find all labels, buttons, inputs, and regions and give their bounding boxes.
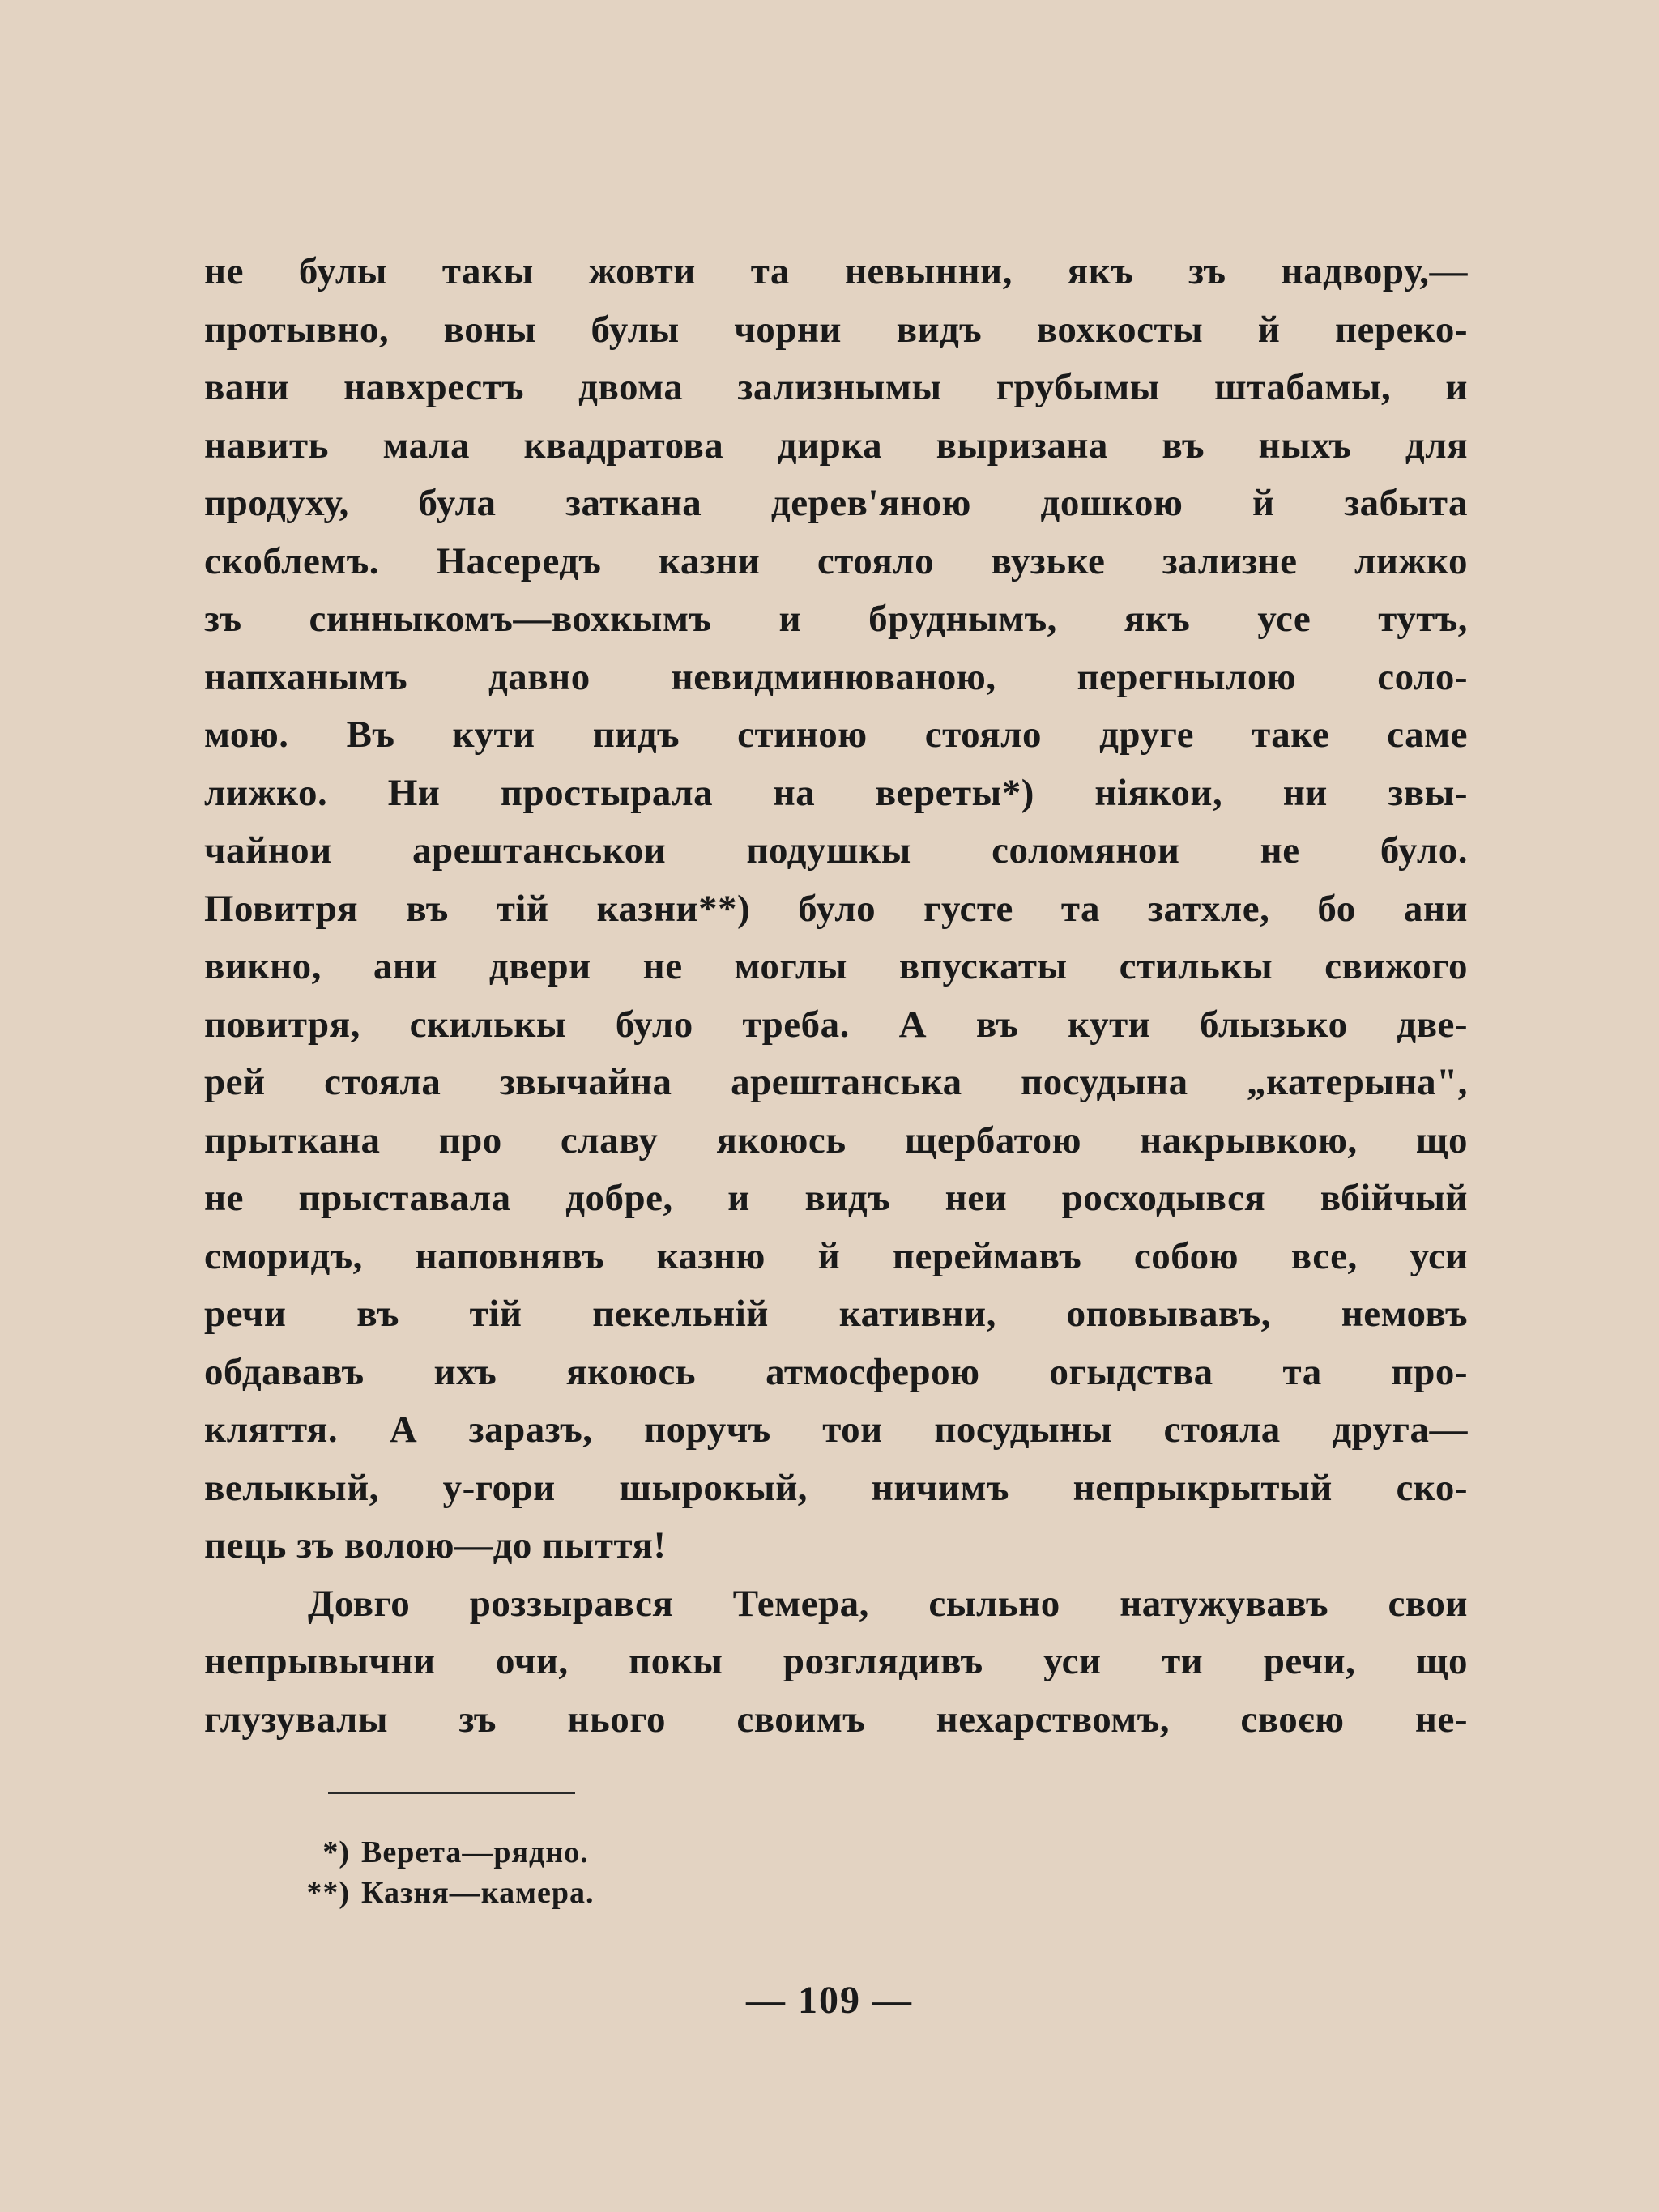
page-number: — 109 —: [746, 1979, 913, 2022]
footnote: [275, 1832, 842, 1873]
footnote: [275, 1873, 842, 1913]
footnotes: [275, 1832, 842, 1913]
text-line: зъ синныкомъ—вохкымъ и бруднымъ, якъ усе тутъ,: [204, 598, 1468, 640]
text-line: напханымъ давно невидминюваною, перегнылою соло-: [204, 655, 1468, 698]
text-line: мою. Въ кути пидъ стиною стояло друге таке саме: [204, 714, 1468, 756]
text-line: вани навхрестъ двома зализнымы грубымы штабамы, и: [204, 366, 1468, 408]
text-line: скоблемъ. Насередъ казни стояло вузьке зализне лижко: [204, 539, 1468, 582]
footnote-mark: **): [306, 1876, 350, 1910]
text-line: викно, ани двери не моглы впускаты стилькы свижого: [204, 945, 1468, 987]
footnote-text: Верета—рядно.: [361, 1835, 589, 1869]
body-text: [204, 243, 1468, 1749]
text-line: сморидъ, наповнявъ казню й переймавъ собою все, уси: [204, 1234, 1468, 1277]
text-line: чайнои арештанськои подушкы соломянои не було.: [204, 829, 1468, 872]
text-line: не булы такы жовти та невынни, якъ зъ надвору,—: [204, 250, 1468, 292]
text-line: кляття. А заразъ, поручъ тои посудыны стояла друга—: [204, 1409, 1468, 1451]
text-line: глузувалы зъ нього своимъ нехарствомъ, своєю не-: [204, 1698, 1468, 1741]
text-line: повитря, скилькы було треба. А въ кути блызько две-: [204, 1003, 1468, 1046]
footnote-mark: *): [322, 1835, 350, 1869]
text-line: протывно, воны булы чорни видъ вохкосты й переко-: [204, 308, 1468, 351]
text-line: Повитря въ тій казни**) було густе та затхле, бо ани: [204, 887, 1468, 930]
text-line: лижко. Ни простырала на вереты*) ніякои, ни звы-: [204, 771, 1468, 814]
footnote-text: Казня—камера.: [361, 1876, 595, 1910]
text-line: велыкый, у-гори шырокый, ничимъ непрыкрытый ско-: [204, 1466, 1468, 1509]
text-line: продуху, була заткана дерев'яною дошкою й забыта: [204, 482, 1468, 524]
text-line: пець зъ волою—до пыття!: [204, 1524, 667, 1566]
text-line: навить мала квадратова дирка выризана въ ныхъ для: [204, 424, 1468, 467]
text-line: непрывычни очи, покы розглядивъ уси ти речи, що: [204, 1640, 1468, 1682]
text-line: прыткана про славу якоюсь щербатою накрывкою, що: [204, 1119, 1468, 1161]
text-line: Довго роззырався Темера, сыльно натужувавъ свои: [308, 1582, 1468, 1625]
text-line: не прыставала добре, и видъ неи росходывся вбійчый: [204, 1177, 1468, 1219]
text-line: обдававъ ихъ якоюсь атмосферою огыдства та про-: [204, 1350, 1468, 1393]
text-line: речи въ тій пекельній кативни, оповывавъ, немовъ: [204, 1293, 1468, 1335]
footnote-divider: [328, 1792, 575, 1794]
text-line: рей стояла звычайна арештанська посудына „катерына",: [204, 1061, 1468, 1103]
